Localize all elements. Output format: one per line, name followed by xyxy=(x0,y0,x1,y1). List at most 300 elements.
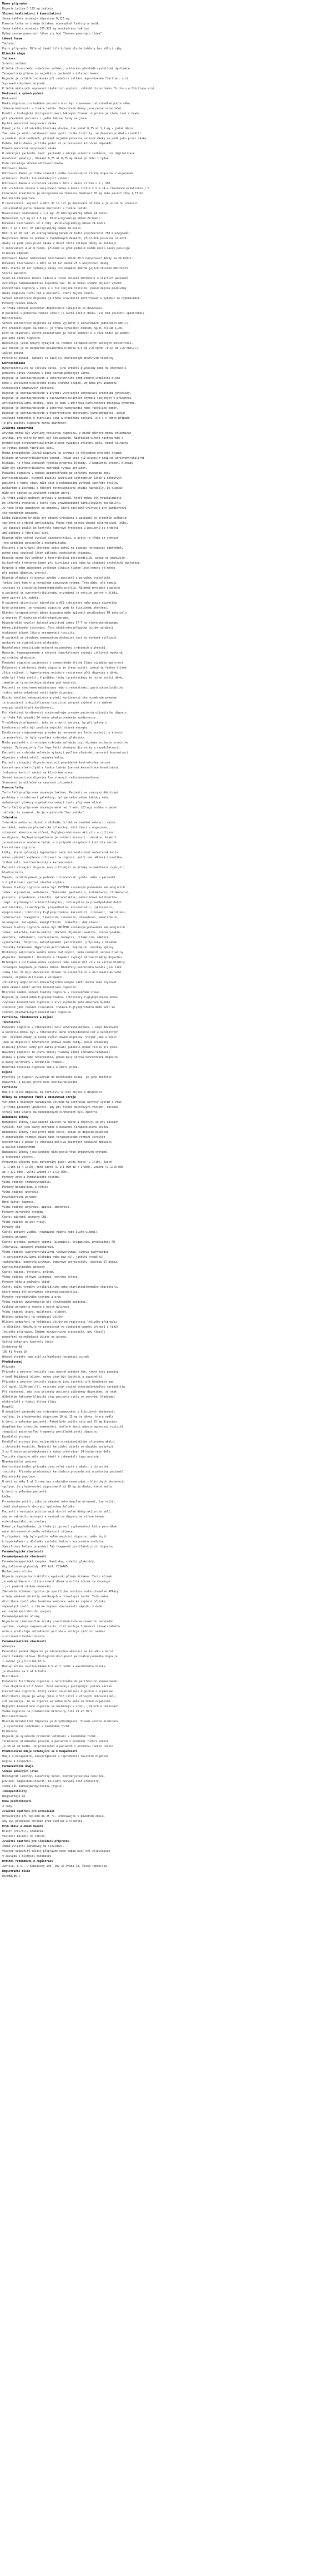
section-heading: Nežádoucí účinky xyxy=(2,1116,29,1119)
document-line: Absorpce xyxy=(2,1645,16,1648)
document-line: Nežádoucí účinky jsou obecně závislé na dávce a objevují se při dávkách xyxy=(2,1121,119,1124)
document-line: funkce levé komory a normálním sinusovým rytmem. Toto může, ale nemusí xyxy=(2,581,117,585)
document-line: na tkáně, vazbu na plazmatické bílkoviny, distribuci v organismu, xyxy=(2,826,109,829)
document-line: Léčba digoxinem by měla být obecně vyloučena u pacientů se srdečním selháním xyxy=(2,517,127,520)
document-line: enterohepatální recirkulace. xyxy=(2,1520,48,1524)
document-line: k hyperkalemii v důsledku uvolnění kalia z kosterního svalstva. xyxy=(2,1540,105,1543)
document-line: Interakce mohou vzniknout v důsledku účinků na renální exkreci, vazbu xyxy=(2,821,115,824)
document-line: žlázy snížená. U hypertyreózy existuje rezistence vůči digoxinu a dávku xyxy=(2,671,119,675)
document-line: Pacienti se syndromem malabsorpce nebo s rekonstrukcí gastrointestinálního xyxy=(2,686,123,690)
section-heading: Držitel rozhodnutí o registraci xyxy=(2,1860,53,1863)
document-line: i chronické toxicity. Nejvyšší kardiální účinky se obvykle vyskytují xyxy=(2,1445,114,1449)
sub-heading: Dávkování a způsob podání xyxy=(2,92,43,95)
document-line: a podávat po 6 hodinách, přičemž nejméně polovina celkové dávky se podá jako první dávka. xyxy=(2,137,148,140)
document-line: prazosin, propafenon, chinidin, spironolakton, makrolidová antibiotika xyxy=(2,896,117,899)
document-line: je dosaženo za 2 až 6 hodin. xyxy=(2,1670,48,1673)
document-line: V naléhavých případech, jako je srdeční zástava, by při pokusu o xyxy=(2,721,107,725)
document-line: Farmakodynamické účinky xyxy=(2,1615,40,1618)
document-line: až < 1/1 000), velmi vzácné (< 1/10 000). xyxy=(2,1171,69,1174)
document-line: Donošení novorozenci až 2 roky: 45 mikrogramů/kg během 24 hodin. xyxy=(2,222,107,225)
document-line: je uvažováno o současné léčbě, a v případě pochybností kontrola sérové xyxy=(2,841,117,844)
document-line: Blokátory kalciového kanálu mohou buď zvýšit, nebo nezměnit sérové hladiny xyxy=(2,951,123,954)
document-line: Dyspnoe a edém způsobené zvýšeným plnícím tlakem levé komory se mohou xyxy=(2,566,115,570)
document-line: Velmi vzácné: únava, malátnost, slabost. xyxy=(2,1310,68,1314)
document-line: Dávkování xyxy=(2,97,17,100)
document-line: Podávání digoxinu v období bezprostředně po infarktu myokardu není xyxy=(2,472,110,475)
document-line: Podávání digoxinu pacientovi s onemocněním štítné žlázy vyžaduje opatrnost. xyxy=(2,661,125,665)
document-line: Pediatrická populace xyxy=(2,197,35,200)
document-line: Velmi vzácné: gynekomastie při dlouhodobém podávání. xyxy=(2,1300,88,1304)
document-line: což naznačuje, že se digoxin ve velké míře váže na tkáně organismu. xyxy=(2,1700,112,1703)
document-line: Je třeba věnovat pozornost doporučením týkajícím se dávkování. xyxy=(2,307,104,310)
document-line: Rychlá perorální nasycovací dávka xyxy=(2,122,57,125)
document-line: a kontrola mohou být v těhotenství méně předvídatelné než u netěhotných xyxy=(2,1031,119,1034)
document-line: Děti starší 10 let vyžadují dávky pro dospělé úměrně jejich tělesné hmotnosti. xyxy=(2,267,130,270)
document-line: Velmi vzácné: trombocytopenie. xyxy=(2,1181,52,1184)
document-line: Užívání terapeutických dávek digoxinu může způsobit prodloužení PR intervalu xyxy=(2,611,127,615)
document-line: Distribuce xyxy=(2,1675,19,1678)
document-line: Kardioverze stejnosměrným proudem je nevhodná pro léčbu arytmií, u kterých xyxy=(2,731,123,735)
document-line: je třeba pacienty upozornit, aby při řízení motorových vozidel, obsluze xyxy=(2,1106,119,1109)
document-line: Sérové koncentrace digoxinu je třeba pravidelně kontrolovat a vyhnout se hypokalemii. xyxy=(2,297,142,300)
document-line: koncentrací a pokud je věnována pečlivá pozornost současné medikaci xyxy=(2,1141,112,1144)
document-line: myokardem a ischémii a některé retrospektivní studie naznačily, že digoxin xyxy=(2,487,123,490)
document-line: méně patrný při zátěži. xyxy=(2,596,40,600)
document-line: Šrobárova 48 xyxy=(2,1345,22,1349)
document-line: kde vrcholová zásoba = nasycovací dávka a denní ztráta v % = 14 + clearance kreatininu / 5. xyxy=(2,187,151,190)
document-line: v atrioventrikulárním uzlu. xyxy=(2,1635,47,1638)
document-line: systému; zvyšuje vagovou aktivitu, čímž snižuje frekvenci sinoatriálního xyxy=(2,1625,120,1628)
document-line: koncentrace digoxinu, který závisí na eliminaci digoxinu z organismu. xyxy=(2,1690,115,1693)
document-line: U dětí ve věku 1 až 3 roky bez srdečního onemocnění z klinických zkušeností xyxy=(2,1480,125,1484)
document-line: U některých pacientů, např. pacientů s mírným srdečním selháním, lze digitalizace xyxy=(2,152,135,155)
document-line: Léčba xyxy=(2,1495,11,1499)
document-line: Perorální podání digoxinu je následováno absorpcí ze žaludku a horní xyxy=(2,1650,114,1653)
document-line: z tablet je přibližně 63 %. xyxy=(2,1660,47,1663)
document-line: aby byl přípravek chráněn před světlem a vlhkostí. xyxy=(2,1820,84,1823)
sub-heading: Seznam pomocných látek xyxy=(2,1770,38,1773)
document-line: traktu mohou vyžadovat vyšší dávky digoxinu. xyxy=(2,691,74,695)
document-line: kontraindikováno. Nicméně použití pozitivně inotropních látek u některých xyxy=(2,477,122,480)
document-line: Kardiální projevy jsou nejčastějším a nejzávažnějším příznakem akutní xyxy=(2,1440,115,1444)
document-line: Riziko vyvolání nebezpečných arytmií kardioverzí stejnosměrným proudem xyxy=(2,696,117,700)
document-line: i při poměrně nízkém dávkování. xyxy=(2,1585,53,1588)
document-line: v bodě Nežádoucí účinky, mohou však být častější a závažnější. xyxy=(2,1375,104,1379)
document-line: Každou další dávku je třeba podat až po posouzení klinické odpovědi. xyxy=(2,142,114,145)
document-line: třezalky tečkované (Hypericum perforatum), bupropion, doplňky výživy. xyxy=(2,946,115,949)
document-line: Kardiální projevy xyxy=(2,1435,31,1439)
document-line: Poruchy funkce ledvin xyxy=(2,302,37,305)
document-line: Monohydrát laktózy, kukuřičný škrob, mikrokrystalická celulóza, xyxy=(2,1775,105,1778)
document-line: Časté: nauzea, zvracení, průjem. xyxy=(2,1271,55,1274)
section-heading: Kontraindikace xyxy=(2,362,26,365)
document-line: uzlu a prodlužuje refrakterní periodu a snižuje rychlost vedení xyxy=(2,1630,105,1633)
document-line: léků se digoxin v těhotenství podává pouze tehdy, pokud očekávaný xyxy=(2,1041,109,1044)
document-line: zátěž dostupnou k absorpci výplachem žaludku. xyxy=(2,1505,76,1509)
section-heading: Účinky na schopnost řídit a obsluhovat stroje xyxy=(2,1096,76,1099)
document-line: arytmie, pro které by mohl být lék podáván. Například síňová tachykardie s xyxy=(2,437,123,440)
document-line: během zátěžového testování. Tyto elektrofyziologické účinky odrážejí xyxy=(2,626,114,630)
document-line: Nedonošení 1,5 kg až 2,5 kg: 30 mikrogramů/kg během 24 hodin. xyxy=(2,217,102,220)
document-line: nepatrné, a kojení proto není kontraindikováno. xyxy=(2,1081,79,1084)
document-line: Nežádoucí účinky jsou uvedeny níže podle tříd orgánových systémů xyxy=(2,1151,107,1154)
document-line: Clearance kreatininu je korigovaná na tělesnou hmotnost 70 kg nebo povrch těla 1,73 m2. xyxy=(2,192,145,195)
document-line: Velmi vzácné: psychóza, apatie, zmatenost. xyxy=(2,1206,71,1209)
document-line: Frekvence výskytu jsou definovány jako: velmi časté (≥ 1/10), časté xyxy=(2,1161,112,1164)
document-line: epoprostenol, inhibitory P-glykoproteinu, karvedilol, ritonavir, takrolimus, xyxy=(2,911,127,914)
document-line: Digoxin je kontraindikován u supraventrikulárních arytmií spojených s přídatnou xyxy=(2,397,132,400)
document-line: Je také třeba pamatovat na omezení, která následně vyplývají pro kardioverzi xyxy=(2,507,127,510)
document-line: u pacientů se supraventrikulárními arytmiemi je nejvíce patrný v klidu, xyxy=(2,591,119,595)
document-line: po infarktu myokardu a kteří jsou pravděpodobně kardiologicky nestabilní. xyxy=(2,502,122,505)
document-line: antibiotika), trimethoprim, propanthelin, atorvastatin, cyklosporin, xyxy=(2,906,114,909)
document-line: intervalu, sinusová bradykardie. xyxy=(2,1246,55,1249)
document-line: Udržovací dávku je třeba stanovit podle procentuální ztráty digoxinu z organismu xyxy=(2,172,133,175)
document-line: Jedna tableta obsahuje digoxinum 0,125 mg. xyxy=(2,17,71,21)
section-heading: Zvláštní upozornění xyxy=(2,427,33,430)
document-line: kardioverzi měla být použita nejnižší účinná energie. xyxy=(2,726,89,730)
document-line: U pacientů s poruchou funkce ledvin je nutné snížit dávku (viz bod Zvláštní upozornění). xyxy=(2,312,147,315)
document-line: mirabegron, tolvaptan, kanagliflozin, ivakaftor, daklatasvir. xyxy=(2,921,102,924)
document-line: Digoxin má také nepřímé účinky prostřednictvím autonomního nervového xyxy=(2,1620,114,1623)
document-line: Dospělí xyxy=(2,1405,14,1409)
document-line: Příznaky a projevy toxicity digoxinu jsou častější při hladinách nad xyxy=(2,1380,114,1384)
document-line: elektrolytů a funkcí štítné žlázy. xyxy=(2,1400,58,1404)
document-line: Digoxin je kontraindikován u hypertrofické obstrukční kardiomyopatie, pokud xyxy=(2,412,125,415)
document-line: Supraventrikulární arytmie xyxy=(2,82,45,85)
document-line: digoxinu a elektrolytů, zejména kalia. xyxy=(2,756,64,760)
document-line: zvyšovat koncentrace digoxinu v krvi zvýšením jeho absorpce a/nebo xyxy=(2,1001,110,1004)
sub-heading: Zvláštní opatření pro likvidaci přípravku xyxy=(2,1840,69,1843)
document-line: nebo intravenózně podle naléhavosti situace. xyxy=(2,1530,74,1534)
document-line: Velmi vzácné: anorexie. xyxy=(2,1191,40,1194)
document-line: Eliminace xyxy=(2,1730,17,1733)
document-line: Nasycovací dávka se podává v rozdělených dávkách, přibližně polovina celkové xyxy=(2,237,127,240)
document-line: Terapeutický přínos je největší u pacientů s dilatací komor. xyxy=(2,72,100,75)
document-line: spojeným se srdeční amyloidózou. Pokud však nejsou vhodné alternativní léčby, xyxy=(2,522,128,525)
document-line: Časté: závratě, poruchy CNS. xyxy=(2,1216,48,1219)
document-line: V případech, kdy bylo požito velké množství digoxinu, může dojít xyxy=(2,1535,107,1538)
document-line: 83/088/86-C xyxy=(2,1875,21,1878)
document-line: Srdeční poruchy xyxy=(2,1236,27,1239)
document-line: vyšších, než jsou dávky potřebné k dosažení terapeutického účinku. xyxy=(2,1126,110,1129)
document-line: Žádné zvláštní požadavky na likvidaci. xyxy=(2,1845,64,1848)
document-line: bylo prokázáno, že vysazení digoxinu vede ke klinickému zhoršení. xyxy=(2,606,109,610)
document-line: Poté následuje vhodná udržovací dávka. xyxy=(2,162,64,165)
document-line: amyloidózou a fibrilací síní. xyxy=(2,532,50,535)
document-line: energii použité při kardioverzi. xyxy=(2,706,55,710)
document-line: Digoxin Léčiva 0,125 mg tablety xyxy=(2,7,53,11)
document-body xyxy=(2,2,329,2574)
document-line: Počáteční distribuce digoxinu z centrálního do periferního kompartmentu xyxy=(2,1680,119,1683)
document-line: nejsou k dispozici. xyxy=(2,1760,33,1763)
document-line: Sérové koncentrace digoxinu lze stanovit radioimunoanalýzou. xyxy=(2,776,100,780)
document-line: Celkové poruchy a reakce v místě aplikace xyxy=(2,1305,69,1309)
section-heading: Název přípravku xyxy=(2,2,27,6)
document-line: může být spojen se zvýšeným rizikem úmrtí. xyxy=(2,492,71,495)
document-line: v intervalech 4 až 8 hodin, přičemž se před podáním každé další dávky posuzuje xyxy=(2,247,130,250)
document-line: Inhibitory angiotenzin-konvertujícího enzymu (ACE) mohou také zvyšovat xyxy=(2,981,117,984)
document-line: Digoxin je zvláště indikován při srdečním selhání doprovázeném fibrilací síní. xyxy=(2,77,130,80)
section-heading: Předávkování xyxy=(2,1360,22,1364)
document-line: může být idioventrikulární náhradní rytmus potlačen. xyxy=(2,467,88,470)
document-line: blokády atrioventrikulárního vedení. Pokud však již existuje neúplná atrioventrikulární xyxy=(2,457,145,460)
document-line: Pediatrická populace xyxy=(2,1475,35,1479)
document-line: na digoxin. Nejlepším opatřením je zvážení možnosti interakce, kdykoli xyxy=(2,836,117,839)
document-line: K léčbě některých supraventrikulárních arytmií, zvláště chronického flutteru a fibrilace síní. xyxy=(2,87,156,90)
document-line: Specifickou léčbou je podání Fab fragmentů protilátek proti digoxinu. xyxy=(2,1545,115,1548)
document-line: Rozdíl v biologické dostupnosti mezi lékovými formami digoxinu je třeba brát v úvahu xyxy=(2,112,140,115)
document-line: Gastrointestinální příznaky jsou velmi časté u akutní i chronické xyxy=(2,1465,109,1469)
document-line: pokud není současně léčen základní nedostatek thiaminu. xyxy=(2,551,92,555)
document-line: malabsorpcí glukózy a galaktózy nemají tento přípravek užívat. xyxy=(2,801,104,804)
document-line: Je třeba zvážit možnost arytmií u pacientů, kteří mohou být hypokalemičtí xyxy=(2,497,122,500)
document-line: které mohou být provázeny výraznou eozinofilií. xyxy=(2,1290,79,1294)
document-line: Základním účinkem digoxinu je specifická inhibice sodno-draselné ATPázy, xyxy=(2,1590,120,1593)
document-line: Isradipin nezpůsobuje žádnou změnu. Blokátory kalciového kanálu jsou také xyxy=(2,966,122,969)
document-line: Udržovací dávka = vrcholová zásoba v těle x denní ztráta v % / 100 xyxy=(2,182,110,185)
document-line: látek: alprazolam, amiodaron, flekainid, gentamicin, indometacin, itrakonazol, xyxy=(2,891,130,894)
document-line: Nifedipin a diltiazem mohou zvyšovat nebo nemusí mít vliv na sérové hladiny. xyxy=(2,961,127,964)
document-line: Tableta xyxy=(2,42,14,45)
document-line: Údaje o vlivu digoxinu na fertilitu u lidí nejsou k dispozici. xyxy=(2,1091,104,1094)
document-line: Časté: poruchy vidění (rozmazané vidění nebo žluté vidění). xyxy=(2,1231,99,1234)
document-line: reagující pouze na Fab fragmenty protilátek proti digoxinu. xyxy=(2,1430,99,1434)
document-line: látek: antacida, kaolin-pektin, některá objemová laxativa, cholestyramin, xyxy=(2,931,122,934)
document-line: Neuplatňuje se. xyxy=(2,1795,27,1798)
document-line: Uchovávejte při teplotě do 25 °C. Uchovávejte v původním obalu, xyxy=(2,1815,105,1818)
document-line: Digoxin může vyvolat falešně pozitivní změny ST-T na elektrokardiogramu xyxy=(2,621,119,625)
document-line: je třeba lék vysadit 24 hodin před provedením kardioverze. xyxy=(2,716,97,720)
document-line: k úmrtí u poloviny pacientů. Pokud bylo požito více než 25 mg digoxinu xyxy=(2,1420,117,1424)
document-line: Počáteční a udržovací dávky digoxinu je třeba snížit, pokud je funkce štítné xyxy=(2,666,127,670)
document-line: Stanovení je užitečné ve sporných případech. xyxy=(2,781,74,785)
document-line: nebo nemusí měnit sérové koncentrace digoxinu. xyxy=(2,986,78,989)
document-line: ke kontrole frekvence komor při fibrilaci síní nebo ke zlepšení systolické dysfunkce. xyxy=(2,561,142,565)
document-line: povidon, magnesium-stearát, koloidní bezvodý oxid křemičitý, xyxy=(2,1780,100,1783)
document-line: aby se zabránilo absorpci a navázal se digoxin ve střevě během xyxy=(2,1515,104,1519)
document-line: stejnosměrným proudem. xyxy=(2,512,38,515)
sub-heading: Kojení xyxy=(2,1071,12,1074)
document-line: Vzhledem k hlášeným nežádoucím účinkům na centrální nervový systém a zrak xyxy=(2,1101,122,1104)
document-line: Psychiatrické poruchy xyxy=(2,1196,37,1199)
document-line: Dávka digoxinu pro každého pacienta musí být stanovena individuálně podle věku, xyxy=(2,102,132,105)
document-line: Hlášení podezření na nežádoucí účinky xyxy=(2,1315,63,1319)
document-line: pacientů v tomto stavu může vést k nežádoucímu zvýšení spotřeby kyslíku xyxy=(2,482,119,485)
document-line: Poruchy reprodukčního systému a prsu xyxy=(2,1295,61,1299)
section-heading: Fertilita, těhotenství a kojení xyxy=(2,1016,53,1019)
document-line: Velmi vzácné: střevní ischemie, nekróza střeva. xyxy=(2,1276,79,1279)
document-line: Milrinon nemění sérové hladiny digoxinu v rovnovážném stavu. xyxy=(2,991,100,994)
document-line: Poruchy krve a lymfatického systému xyxy=(2,1176,60,1179)
document-line: Děti 5 až 10 let: 25 mikrogramů/kg během 24 hodin (nepřekročit 750 mikrogramů). xyxy=(2,232,132,235)
document-line: na srdeční glykosidy. xyxy=(2,656,37,660)
document-line: blokáda, je třeba očekávat rychlou progresi blokády. U kompletní srdeční blokády xyxy=(2,462,133,465)
document-line: (např. erythromycin a klarithromycin), tetracyklin (a pravděpodobně další xyxy=(2,901,122,904)
document-line: s digitalizací vyvolat závažné arytmie. xyxy=(2,881,66,884)
document-line: Monitorování xyxy=(2,317,22,320)
document-line: sodná sůl karboxymethylškrobu (typ A). xyxy=(2,1785,64,1788)
document-line: snížení plazmatických koncentrací digoxinu. xyxy=(2,1011,73,1014)
document-line: Podávání digoxinu v těhotenství není kontraindikováno, i když dávkování xyxy=(2,1026,119,1029)
document-line: individuálně podle tělesné hmotnosti a funkce ledvin. xyxy=(2,207,89,210)
sub-heading: Těhotenství xyxy=(2,1021,21,1024)
document-line: Látky, které způsobují hypokalemii nebo intracelulární nedostatek kalia, xyxy=(2,851,120,854)
sub-heading: Zvláštní opatření pro uchovávání xyxy=(2,1810,55,1813)
document-line: Biotransformace xyxy=(2,1715,27,1718)
document-line: Sklon ke zhoršené funkci ledvin a nízké tělesné hmotnosti u starších pacientů xyxy=(2,277,128,280)
document-line: Hypersenzitivita na léčivou látku, jiné srdeční glykosidy nebo na kteroukoli xyxy=(2,367,127,370)
document-line: souviset se zlepšením hemodynamického profilu. Nicméně prospěch digoxinu xyxy=(2,586,120,590)
document-line: Při stanovení, zda jsou příznaky pacienta způsobeny digoxinem, je však xyxy=(2,1390,117,1394)
document-line: Digoxin je substrátem P-glykoproteinu. Inhibitory P-glykoproteinu mohou xyxy=(2,996,119,999)
document-line: léčivého přípravku. Žádáme zdravotnické pracovníky, aby hlásili xyxy=(2,1330,105,1334)
document-line: při podání digoxinu zhoršit. xyxy=(2,571,48,575)
section-heading: Farmakokinetické vlastnosti xyxy=(2,1640,47,1643)
document-line: v souladu s místními požadavky. xyxy=(2,1855,53,1858)
document-line: Pomocná látka se známým účinkem: monohydrát laktózy a sodík. xyxy=(2,22,100,26)
document-line: Velmi vzácné: bolest hlavy. xyxy=(2,1221,47,1224)
document-line: 100 41 Praha 10 xyxy=(2,1350,27,1354)
sub-heading: Inkompatibility xyxy=(2,1790,27,1793)
document-line: Zentiva, k.s., U Kabelovny 130, 102 37 Praha 10, Česká republika xyxy=(2,1865,107,1868)
sub-heading: Doba použitelnosti xyxy=(2,1800,32,1803)
document-line: Pacienti s beri-beri chorobou srdce mohou na digoxin nereagovat adekvátně, xyxy=(2,546,123,550)
document-line: u matky udržovány v normálním rozmezí. xyxy=(2,1061,64,1064)
document-line: klinický přínos léčby pro matku převáží jakékoli možné riziko pro plod. xyxy=(2,1046,119,1049)
sub-heading: Indikace xyxy=(2,57,16,60)
document-line: trvá obvykle 6 až 8 hodin. Poté následuje postupnější pokles sérové xyxy=(2,1685,112,1688)
document-line: dávky digoxinu nižší než u pacientů, kteří nejsou starší. xyxy=(2,292,95,295)
document-line: 3 až 6 hodin po předávkování a mohou přetrvávat 24 hodin nebo déle. xyxy=(2,1450,112,1454)
document-line: Terminální eliminační poločas u pacientů s normální funkcí ledvin xyxy=(2,1740,109,1743)
document-line: tělesné hmotnosti a funkce ledvin. Doporučené dávky jsou pouze orientační. xyxy=(2,107,123,110)
document-line: je úměrný dávce v nižším rozmezí dávek a určitý účinek se dosahuje xyxy=(2,1580,110,1583)
sub-heading: Druh obalu a obsah balení xyxy=(2,1825,43,1828)
document-line: akarbóza, salbutamol, sulfasalazin, neomycin, rifampicin, některá xyxy=(2,936,109,939)
document-line: Sérové hladiny digoxinu mohou být SNÍŽENY současným podáváním následujících xyxy=(2,926,125,929)
document-line: Blistr (PVC/Al), krabička. xyxy=(2,1830,45,1833)
document-line: Udržovací dávka: nedonošení novorozenci denně 20 % nasycovací dávky za 24 hodin. xyxy=(2,257,133,260)
document-line: klinická odpověď. xyxy=(2,252,31,255)
document-line: tachykardie, komorová arytmie, komorové extrasystoly, deprese ST úseku. xyxy=(2,1261,119,1264)
document-line: Srdeční selhání xyxy=(2,62,27,65)
document-line: Poruchy oka xyxy=(2,1226,21,1229)
document-line: Udržovací dávka xyxy=(2,167,27,170)
document-line: Nástup účinku nastává během 0,5 až 2 hodin a maximálního účinku xyxy=(2,1665,105,1668)
document-line: Pacienti se srdečním selháním vyžadují pečlivé sledování sérových koncentrací xyxy=(2,751,128,755)
section-heading: Registrační číslo xyxy=(2,1870,31,1873)
document-line: Hypoxie, hypomagnezemie a výrazná hyperkalcemie zvyšují citlivost myokardu xyxy=(2,651,123,655)
document-line: Pro elektivní kardioverzi stejnosměrným proudem pacienta užívajícího digoxin xyxy=(2,711,127,715)
document-line: Digoxin je kontraindikován u intermitentního kompletního srdečního bloku xyxy=(2,377,120,380)
document-line: žen, přičemž někdy je nutné zvýšit dávku digoxinu. Stejně jako u všech xyxy=(2,1036,117,1039)
document-line: tabletě, to znamená, že je v podstatě "bez sodíku". xyxy=(2,811,86,814)
document-line: lithné soli, kortikosteroidy a karbenoxolon. xyxy=(2,861,74,864)
document-line: koncentrace digoxinu v séru a s tím spojená toxicita, pokud nejsou používány xyxy=(2,287,127,290)
document-line: Digoxin zvyšuje kontraktilitu myokardu přímým účinkem. Tento účinek xyxy=(2,1575,112,1578)
document-line: Poruchy nervového systému xyxy=(2,1211,43,1214)
document-line: Navzdory expozici in utero nebyly hlášeny žádné významné nežádoucí xyxy=(2,1051,110,1054)
document-line: Tam, kde je menší naléhavost nebo vyšší riziko toxicity, se doporučuje dávku rozdělit xyxy=(2,132,142,135)
document-line: Digoxin je kontraindikován u komorové tachykardie nebo fibrilace komor. xyxy=(2,407,119,410)
document-line: se rytmus podobá fibrilaci síní. xyxy=(2,447,55,450)
document-line: je vylučování ledvinami v nezměněné formě. xyxy=(2,1725,71,1728)
document-line: Pokud je to z klinického hlediska vhodné, lze podat 0,75 až 1,5 mg v jedné dávce. xyxy=(2,127,135,130)
document-line: Starší pacienti xyxy=(2,272,27,275)
document-line: je u pacientů s digitalisovou toxicitou výrazně zvýšené a je úměrné xyxy=(2,701,112,705)
document-line: Velmi vzácné: supraventrikulární tachyarytmie, síňová tachykardie xyxy=(2,1251,109,1254)
document-line: jeho podávání pacientům s myokarditidou. xyxy=(2,541,68,545)
document-line: dospělým bez srdečního onemocnění, došlo k úmrtí nebo progresivní toxicitě xyxy=(2,1425,123,1429)
document-line: důležitým faktorem klinický stav pacienta spolu se sérovými hladinami xyxy=(2,1395,115,1399)
document-line: je podezření, že byly vyvolány srdečními glykosidy. xyxy=(2,736,86,740)
sub-heading: Fertilita xyxy=(2,1086,17,1089)
document-line: Příznaky xyxy=(2,1365,16,1369)
document-line: Poruchy metabolismu a výživy xyxy=(2,1186,48,1189)
document-line: a tedy výměnné aktivity sodíkových a draselných iontů. Tato změna xyxy=(2,1595,109,1598)
section-heading: Farmakologické vlastnosti xyxy=(2,1550,43,1553)
document-line: Všechen nepoužitý léčivý přípravek nebo odpad musí být zlikvidován xyxy=(2,1850,110,1853)
document-line: distribuce iontů přes buněčnou membránu vede ke zvýšení přítoku xyxy=(2,1600,105,1603)
document-line: telmisartan, tikagrelor, lapatinib, ranolazin, dronedaron, vemurafenib, xyxy=(2,916,119,919)
document-line: vyplývá, že předávkování digoxinem 6 až 10 mg je dávka, která vedla xyxy=(2,1485,112,1489)
document-line: Hlavním metabolitem digoxinu je dihydrodigoxin. Hlavní cestou eliminace xyxy=(2,1720,119,1723)
document-line: pomocnou látku uvedenou v bodě Seznam pomocných látek. xyxy=(2,372,90,375)
document-line: dosáhnout pomaleji, dávkami 0,25 až 0,75 mg denně po dobu 1 týdne. xyxy=(2,157,110,160)
document-line: je při použití digoxinu nutná opatrnost. xyxy=(2,422,68,425)
document-line: Jedna tableta obsahuje 105,925 mg monohydrátu laktózy. xyxy=(2,27,90,31)
document-line: části tenkého střeva. Biologická dostupnost perorálně podaného digoxinu xyxy=(2,1655,119,1658)
document-line: U dospělých pacientů bez srdečního onemocnění z klinických zkušeností xyxy=(2,1410,115,1414)
document-line: Vápník, zvláště pokud je podáván intravenózně rychle, může u pacientů xyxy=(2,876,115,879)
document-line: strojů nebo účasti na nebezpečných činnostech byli opatrní. xyxy=(2,1111,99,1114)
document-line: Děti 2 až 5 let: 35 mikrogramů/kg během 24 hodin. xyxy=(2,227,83,230)
document-line: je 30 až 40 hodin. Je prodloužen u pacientů s poruchou funkce ledvin. xyxy=(2,1745,115,1748)
document-line: 3 roky. xyxy=(2,1805,14,1808)
document-line: při převádění pacienta z jedné lékové formy na jinou. xyxy=(2,117,89,120)
document-line: Pomalá perorální nasycovací dávka xyxy=(2,147,57,150)
sub-heading: Pomocné látky xyxy=(2,786,24,789)
document-line: Tento léčivý přípravek obsahuje méně než 1 mmol (23 mg) sodíku v jedné xyxy=(2,806,117,809)
document-line: lze digoxin použít ke kontrole komorové frekvence u pacientů se srdeční xyxy=(2,527,119,530)
document-line: (s atrioventrikulární blokádou nebo bez ní), junkční (nodální) xyxy=(2,1256,104,1259)
document-line: digoxinu. Verapamil, felodipin a tiapamil zvyšují sérové hladiny digoxinu. xyxy=(2,956,123,959)
document-line: je důležité. Umožňuje to pokračovat ve sledování poměru přínosů a rizik xyxy=(2,1325,119,1329)
document-line: Stokesových-Adamsových záchvatů. xyxy=(2,387,55,390)
document-line: Perorální podání. Tablety se zapíjejí dostatečným množstvím tekutiny. xyxy=(2,357,115,360)
document-line: Popis přípravku: Bílé až téměř bílé kulaté ploché tablety bez půlicí rýhy. xyxy=(2,47,123,50)
document-line: hladinu kalia. xyxy=(2,871,26,874)
document-line: Toxicita digoxinu může vést téměř k jakémukoli typu arytmie. xyxy=(2,1455,100,1459)
section-heading: Klinické údaje xyxy=(2,52,26,55)
section-heading: Farmaceutické údaje xyxy=(2,1765,33,1768)
document-line: Sérové hladiny digoxinu mohou být ZVÝŠENY současným podáváním následujících xyxy=(2,886,125,889)
document-line: Mimokardiální projevy xyxy=(2,1460,37,1464)
document-line: Novorozenci nedonošení < 1,5 kg: 25 mikrogramů/kg během 24 hodin. xyxy=(2,212,109,215)
document-line: (≥ 1/100 až < 1/10), méně časté (≥ 1/1 000 až < 1/100), vzácné (≥ 1/10 000 xyxy=(2,1166,123,1169)
document-line: mohou způsobit zvýšenou citlivost na digoxin; patří sem některá diuretika, xyxy=(2,856,123,859)
document-line: Digoxin může vzácně vyvolat vazokonstrikci, a proto je třeba se vyhnout xyxy=(2,537,119,540)
document-line: excitačně-kontrakčního spojení. xyxy=(2,1610,53,1613)
document-line: Úplný seznam pomocných látek viz bod "Seznam pomocných látek". xyxy=(2,32,104,36)
section-heading: Farmakodynamické vlastnosti xyxy=(2,1555,47,1558)
document-line: Přestože je digoxin vylučován do mateřského mléka, je jeho množství xyxy=(2,1076,112,1079)
document-line: v doporučeném rozmezí dávek nebo terapeutickém rozmezí sérových xyxy=(2,1136,105,1139)
section-heading: Léková forma xyxy=(2,37,22,41)
document-line: Farmakoterapeutická skupina: Kardiaka, srdeční glykosidy, xyxy=(2,1560,95,1563)
document-line: Pokud je hypokalemie, je třeba ji upravit suplementací kalia perorálně xyxy=(2,1525,117,1529)
